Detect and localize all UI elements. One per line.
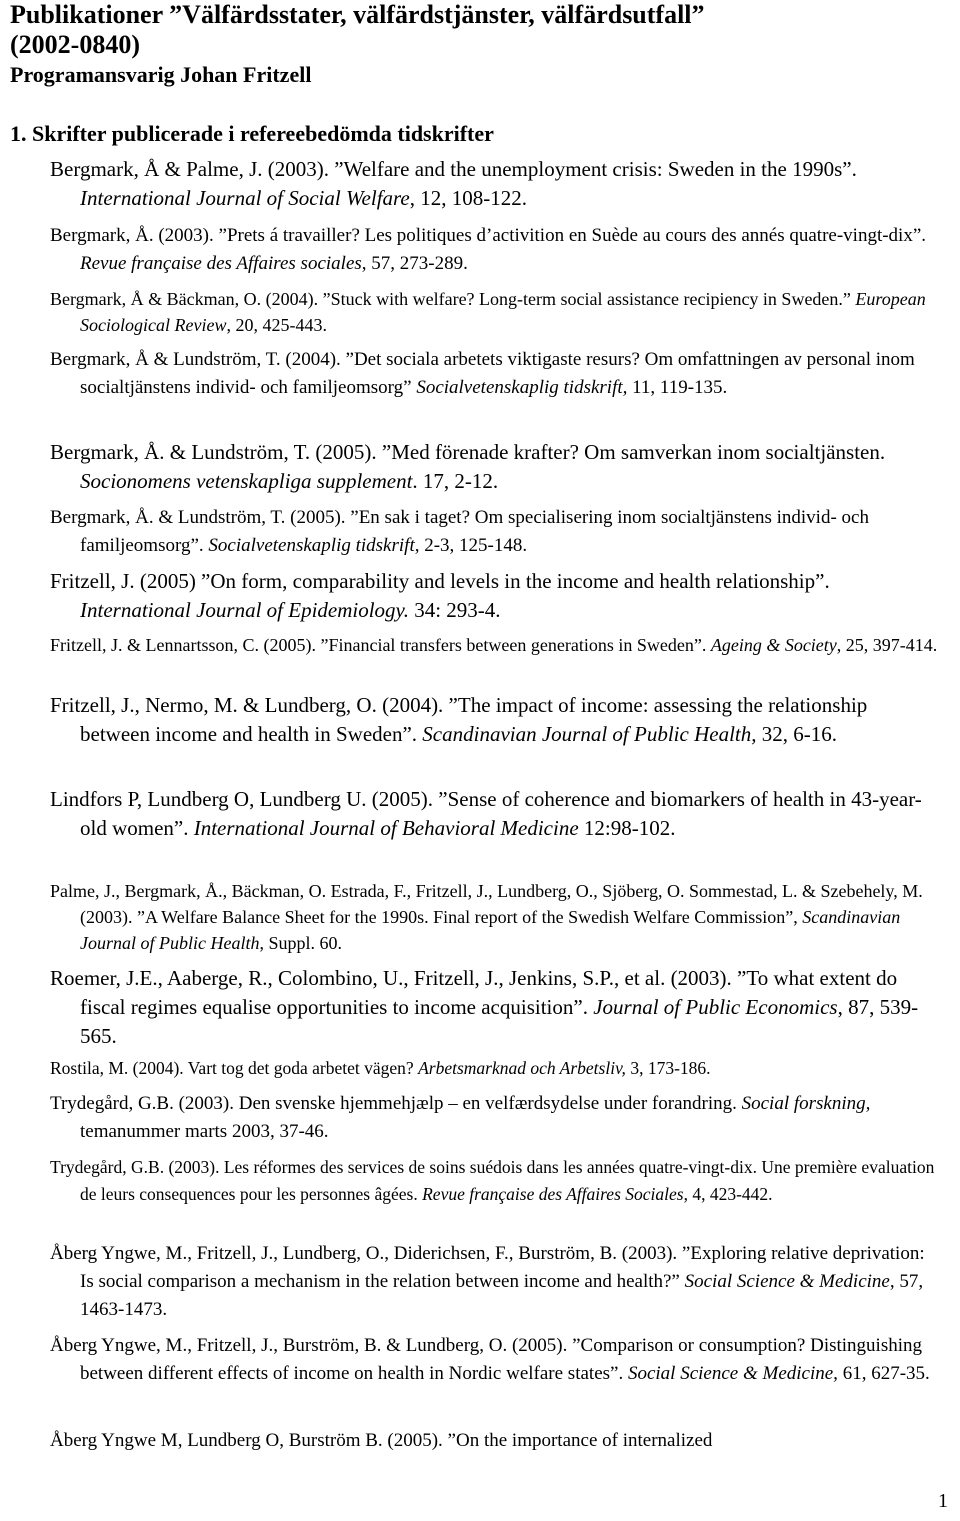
- title-line-2: (2002-0840): [10, 29, 140, 59]
- reference-entry: Åberg Yngwe M, Lundberg O, Burström B. (2005). ”On the importance of internalized: [50, 1430, 713, 1451]
- reference-entry: Bergmark, Å & Bäckman, O. (2004). ”Stuck with welfare? Long-term social assistance recipiency in Sweden.” European Sociological Review, 20, 425-443.: [50, 289, 926, 335]
- reference-entry: Trydegård, G.B. (2003). Den svenske hjemmehjælp – en velfærdsydelse under forandring. Social forskning, temanummer marts 2003, 37-46.: [50, 1093, 871, 1142]
- reference-entry: Lindfors P, Lundberg O, Lundberg U. (2005). ”Sense of coherence and biomarkers of health in 43-year-old women”. International Journal of Behavioral Medicine 12:98-102.: [50, 787, 922, 840]
- page-number: 1: [938, 1490, 948, 1512]
- reference-entry: Bergmark, Å. & Lundström, T. (2005). ”En sak i taget? Om specialisering inom socialtjänstens individ- och familjeomsorg”. Socialvetenskaplig tidskrift, 2-3, 125-148.: [50, 507, 869, 556]
- program-lead: Programansvarig Johan Fritzell: [10, 62, 312, 87]
- reference-entry: Bergmark, Å & Palme, J. (2003). ”Welfare and the unemployment crisis: Sweden in the 1990s”. International Journal of Social Welfare, 12, 108-122.: [50, 157, 857, 210]
- reference-entry: Åberg Yngwe, M., Fritzell, J., Burström, B. & Lundberg, O. (2005). ”Comparison or consumption? Distinguishing between different effects of income on health in Nordic welfare states”. Social Science & Medicine, 61, 627-35.: [50, 1335, 930, 1384]
- reference-entry: Fritzell, J., Nermo, M. & Lundberg, O. (2004). ”The impact of income: assessing the relationship between income and health in Sweden”. Scandinavian Journal of Public Health, 32, 6-16.: [50, 693, 868, 746]
- section-heading: 1. Skrifter publicerade i refereebedömda tidskrifter: [10, 121, 494, 146]
- reference-entry: Fritzell, J. (2005) ”On form, comparability and levels in the income and health relationship”. International Journal of Epidemiology. 34: 293-4.: [50, 569, 830, 622]
- title-line-1: Publikationer ”Välfärdsstater, välfärdstjänster, välfärdsutfall”: [10, 0, 705, 29]
- reference-entry: Åberg Yngwe, M., Fritzell, J., Lundberg, O., Diderichsen, F., Burström, B. (2003). ”Exploring relative deprivation: Is social comparison a mechanism in the relation between income and health?” Social Science & Medicine, 57, 1463-1473.: [50, 1243, 925, 1320]
- reference-entry: Palme, J., Bergmark, Å., Bäckman, O. Estrada, F., Fritzell, J., Lundberg, O., Sjöberg, O. Sommestad, L. & Szebehely, M. (2003). ”A Welfare Balance Sheet for the 1990s. Final report of the Swedish Welfare Commission”, Scandinavian Journal of Public Health, Suppl. 60.: [50, 881, 923, 953]
- reference-entry: Roemer, J.E., Aaberge, R., Colombino, U., Fritzell, J., Jenkins, S.P., et al. (2003). ”To what extent do fiscal regimes equalise opportunities to income acquisition”. Journal of Public Economics, 87, 539-565.: [50, 966, 919, 1048]
- reference-entry: Bergmark, Å. (2003). ”Prets á travailler? Les politiques d’activition en Suède au cours des annés quatre-vingt-dix”. Revue française des Affaires sociales, 57, 273-289.: [50, 225, 927, 274]
- reference-entry: Rostila, M. (2004). Vart tog det goda arbetet vägen? Arbetsmarknad och Arbetsliv, 3, 173-186.: [50, 1058, 711, 1078]
- reference-entry: Bergmark, Å & Lundström, T. (2004). ”Det sociala arbetets viktigaste resurs? Om omfattningen av personal inom socialtjänstens individ- och familjeomsorg” Socialvetenskaplig tidskrift, 11, 119-135.: [50, 349, 915, 398]
- document-title: [10, 0, 940, 60]
- reference-entry: Bergmark, Å. & Lundström, T. (2005). ”Med förenade krafter? Om samverkan inom socialtjänsten. Socionomens vetenskapliga supplement. 17, 2-12.: [50, 440, 886, 493]
- reference-entry: Trydegård, G.B. (2003). Les réformes des services de soins suédois dans les années quatre-vingt-dix. Une première evaluation de leurs consequences pour les personnes âgées. Revue française des Affaires Sociales, 4, 423-442.: [50, 1157, 935, 1204]
- reference-entry: Fritzell, J. & Lennartsson, C. (2005). ”Financial transfers between generations in Sweden”. Ageing & Society, 25, 397-414.: [50, 635, 938, 655]
